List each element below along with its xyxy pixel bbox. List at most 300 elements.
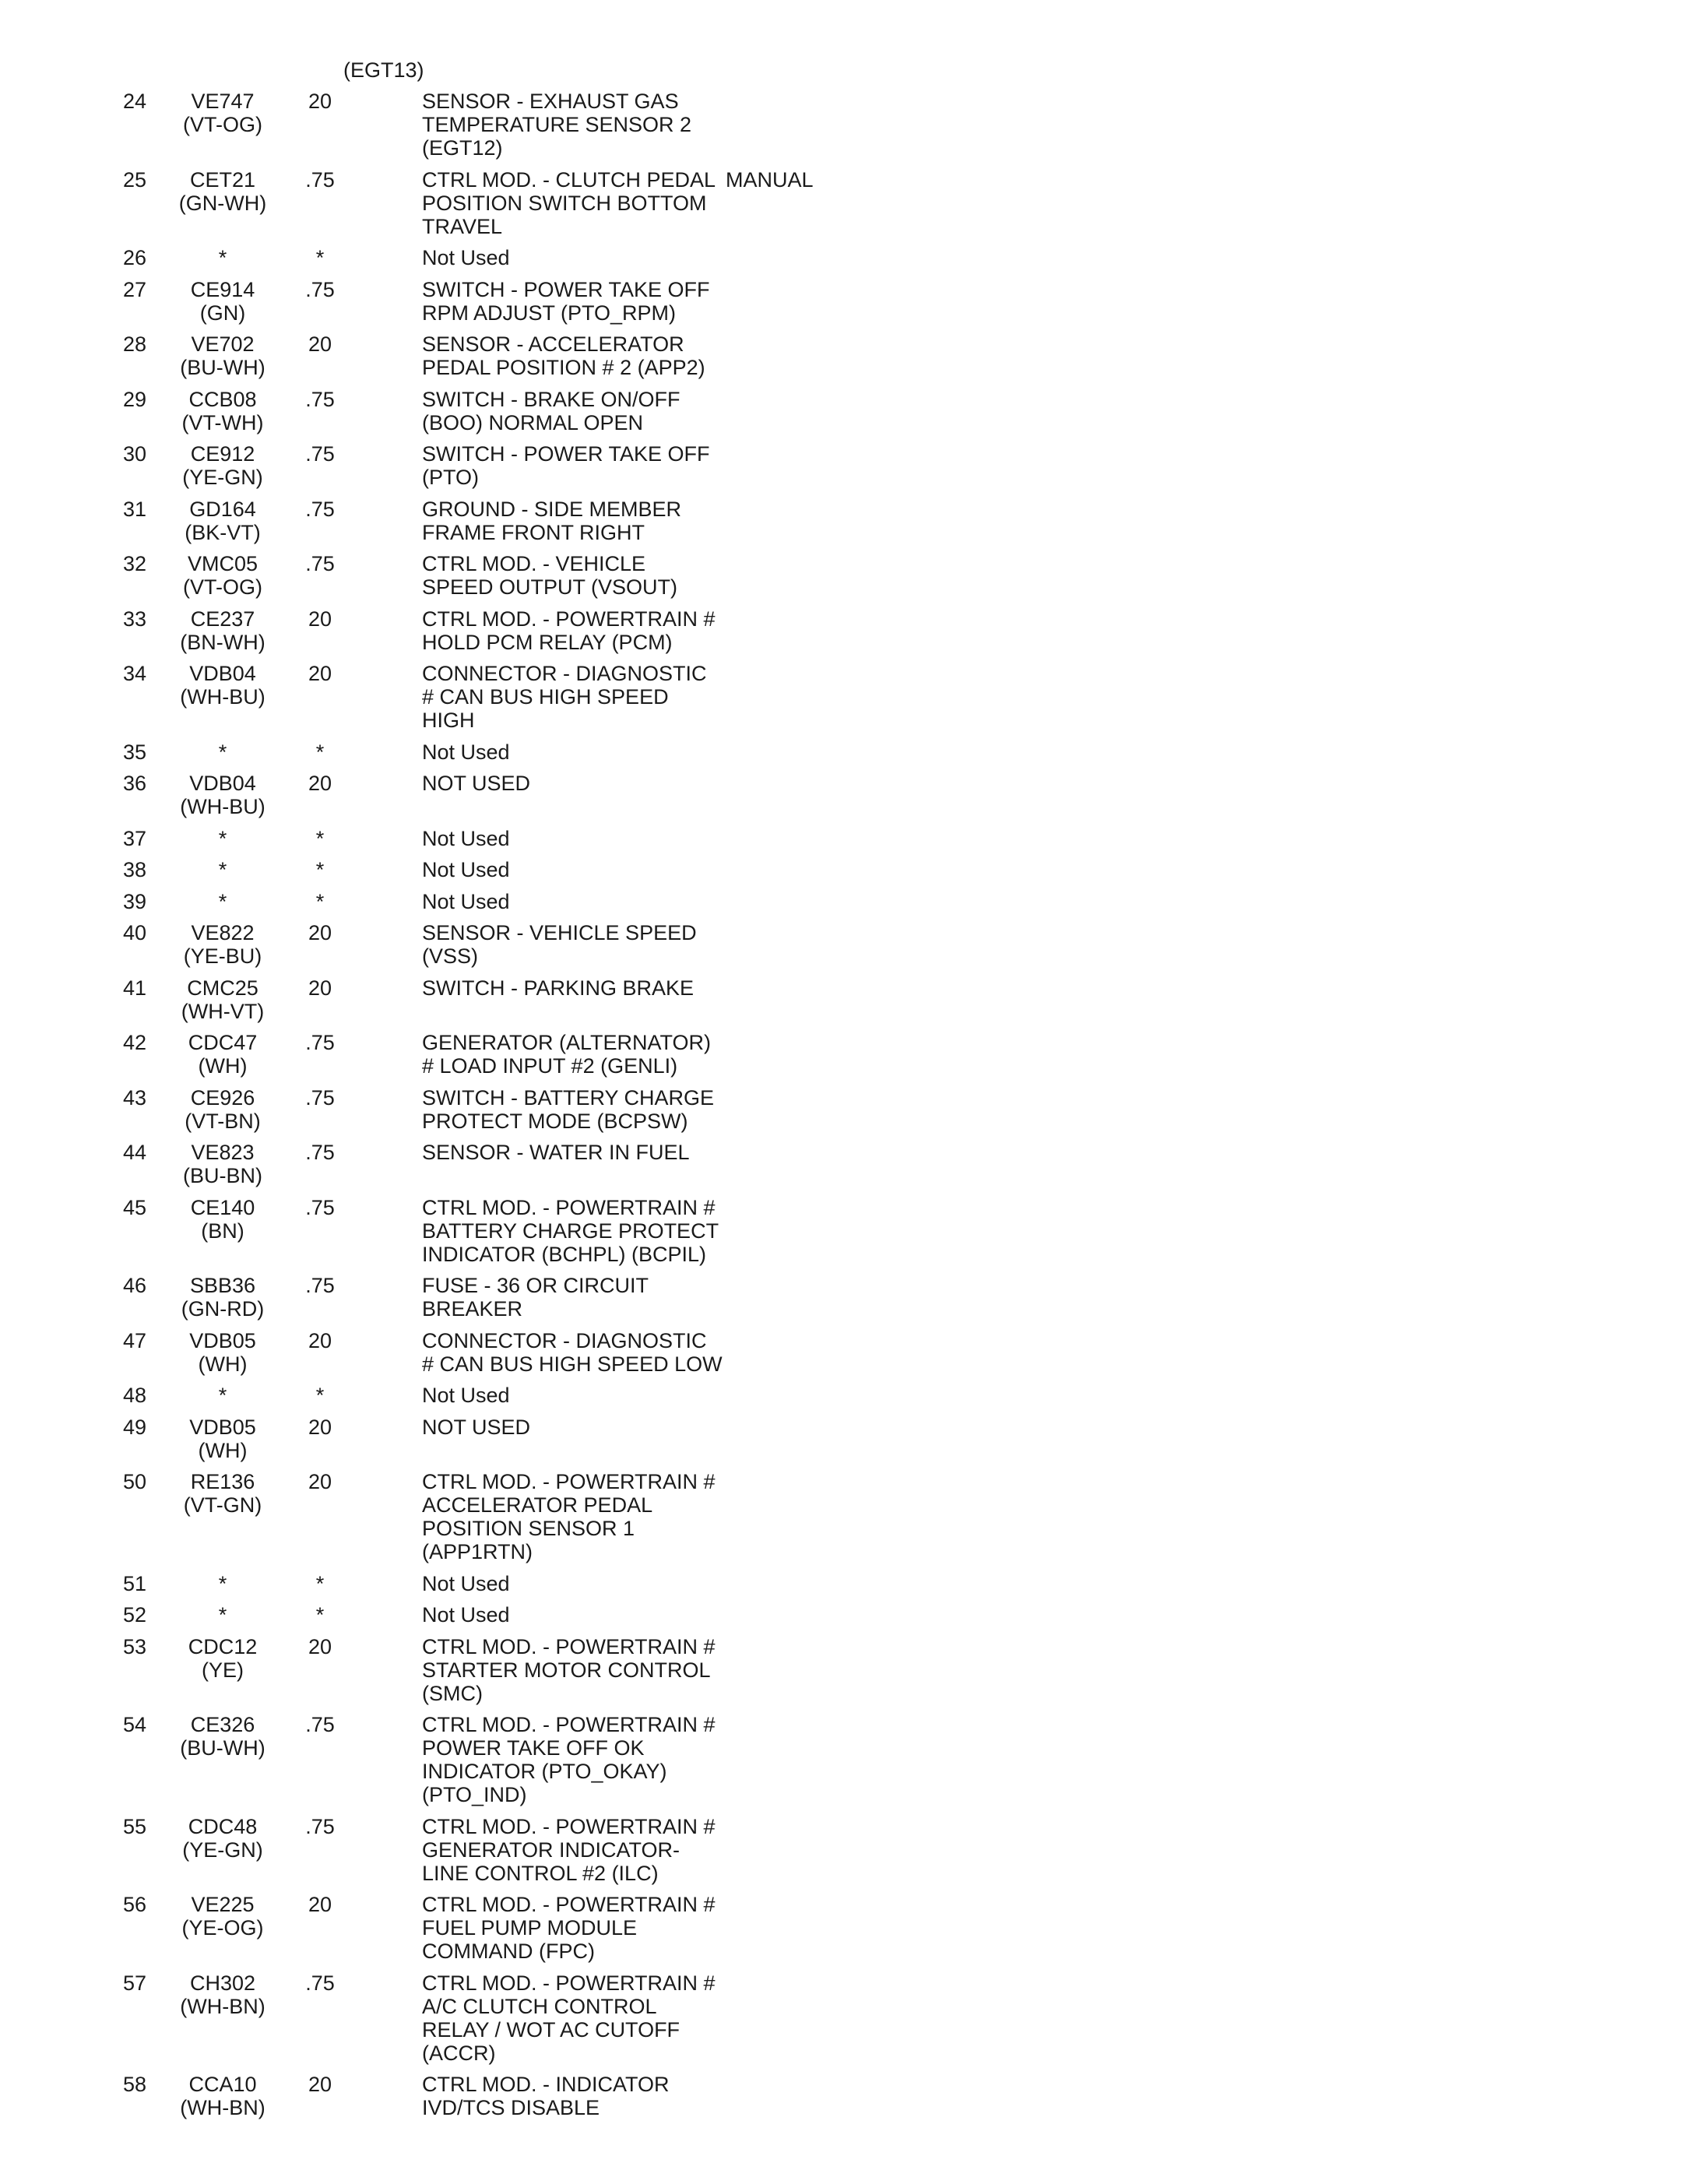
wire-color: (WH-BN) <box>180 1994 266 2018</box>
option-note <box>726 1603 814 1635</box>
pin-number: 26 <box>122 246 146 269</box>
option-note <box>726 1384 814 1416</box>
circuit-code: * <box>218 1571 227 1595</box>
circuit-function <box>344 890 726 922</box>
table-row <box>78 1384 814 1416</box>
circuit-cell <box>149 921 296 976</box>
circuit-function <box>344 740 726 772</box>
circuit-function <box>344 1893 726 1971</box>
pinout-rows <box>78 90 814 2128</box>
wire-gauge: .75 <box>305 1031 335 1054</box>
function-line: CONNECTOR - DIAGNOSTIC <box>422 662 707 685</box>
pin-number: 52 <box>122 1603 146 1627</box>
function-line: (BOO) NORMAL OPEN <box>422 410 644 434</box>
function-line: IVD/TCS DISABLE <box>422 2096 600 2119</box>
function-line: SWITCH - POWER TAKE OFF <box>422 442 710 466</box>
table-row <box>78 662 814 740</box>
pin-number: 47 <box>122 1328 146 1352</box>
wire-gauge: .75 <box>305 1085 335 1110</box>
pin-number: 50 <box>122 1470 146 1493</box>
circuit-cell <box>149 90 296 168</box>
option-note <box>726 1274 814 1329</box>
function-line: NOT USED <box>422 1415 531 1439</box>
wire-color: (VT-OG) <box>183 113 262 136</box>
circuit-cell <box>149 1635 296 1714</box>
function-line: POWER TAKE OFF OK <box>422 1736 645 1760</box>
pin-number: 35 <box>122 740 146 764</box>
pin-number: 53 <box>122 1634 146 1658</box>
option-note <box>726 1971 814 2073</box>
circuit-cell <box>149 1329 296 1384</box>
table-row <box>78 1329 814 1384</box>
function-line: RPM ADJUST (PTO_RPM) <box>422 301 677 325</box>
function-line: PROTECT MODE (BCPSW) <box>422 1109 688 1133</box>
circuit-code: VDB04 <box>189 662 256 685</box>
table-row <box>78 1971 814 2073</box>
circuit-code: * <box>218 858 227 881</box>
option-note <box>726 2073 814 2128</box>
pin-number: 36 <box>122 772 146 795</box>
function-line: FUSE - 36 OR CIRCUIT <box>422 1274 649 1297</box>
option-note <box>726 552 814 607</box>
wire-gauge: 20 <box>308 607 332 631</box>
option-note <box>726 1196 814 1275</box>
function-line: TRAVEL <box>422 214 503 238</box>
wire-color: (YE-GN) <box>182 466 263 489</box>
wire-gauge: .75 <box>305 1274 335 1297</box>
function-line: CTRL MOD. - VEHICLE <box>422 552 646 575</box>
circuit-cell <box>149 1274 296 1329</box>
circuit-cell <box>149 1196 296 1275</box>
wire-gauge: 20 <box>308 976 332 1000</box>
function-line: CTRL MOD. - POWERTRAIN # <box>422 1634 716 1658</box>
table-row <box>78 1470 814 1572</box>
function-line: CTRL MOD. - POWERTRAIN # <box>422 607 716 631</box>
pin-number: 33 <box>122 607 146 631</box>
option-note <box>726 1470 814 1572</box>
option-note <box>726 858 814 890</box>
table-row <box>78 1713 814 1815</box>
option-note: MANUAL <box>726 167 814 192</box>
wire-color: (BN-WH) <box>180 630 266 654</box>
circuit-cell <box>149 890 296 922</box>
function-line: Not Used <box>422 1603 510 1627</box>
function-line: TEMPERATURE SENSOR 2 <box>422 113 692 136</box>
table-row <box>78 1031 814 1086</box>
function-line: (EGT12) <box>422 136 503 160</box>
function-line: # LOAD INPUT #2 (GENLI) <box>422 1054 678 1078</box>
circuit-function <box>344 1572 726 1604</box>
wire-color: (WH) <box>198 1054 248 1078</box>
option-note <box>726 1713 814 1815</box>
function-line: # CAN BUS HIGH SPEED LOW <box>422 1352 723 1376</box>
circuit-cell <box>149 1815 296 1894</box>
circuit-function <box>344 1713 726 1815</box>
function-line: POSITION SENSOR 1 <box>422 1517 635 1540</box>
table-row <box>78 858 814 890</box>
circuit-cell <box>149 858 296 890</box>
function-line: RELAY / WOT AC CUTOFF <box>422 2017 680 2042</box>
pin-number: 51 <box>122 1571 146 1595</box>
wire-gauge: 20 <box>308 921 332 944</box>
table-row <box>78 1141 814 1196</box>
pin-number: 54 <box>122 1713 146 1736</box>
option-note <box>726 278 814 333</box>
circuit-code: GD164 <box>189 497 256 521</box>
circuit-code: * <box>218 246 227 269</box>
table-row <box>78 1603 814 1635</box>
circuit-function <box>344 1384 726 1416</box>
wire-gauge: 20 <box>308 662 332 685</box>
option-note <box>726 442 814 498</box>
wire-color: (BK-VT) <box>185 520 261 544</box>
function-line: LINE CONTROL #2 (ILC) <box>422 1861 659 1885</box>
wire-gauge: 20 <box>308 332 332 356</box>
option-note <box>726 498 814 553</box>
table-row <box>78 827 814 859</box>
circuit-code: CMC25 <box>187 976 258 1000</box>
wire-color: (WH) <box>198 1438 248 1462</box>
table-row <box>78 1815 814 1894</box>
wire-gauge: .75 <box>305 1713 335 1736</box>
function-line: GENERATOR (ALTERNATOR) <box>422 1031 712 1054</box>
table-row <box>78 388 814 443</box>
wire-gauge: * <box>315 826 325 850</box>
circuit-cell <box>149 246 296 278</box>
wire-gauge: .75 <box>305 277 335 301</box>
continuation-text: (EGT13) <box>343 58 424 82</box>
circuit-function <box>344 332 726 388</box>
circuit-function <box>344 858 726 890</box>
function-line: (PTO_IND) <box>422 1783 527 1806</box>
pin-number: 29 <box>122 387 146 411</box>
wire-gauge: * <box>315 858 325 881</box>
wire-color: (GN-WH) <box>178 191 267 215</box>
circuit-cell <box>149 1572 296 1604</box>
wire-gauge: 20 <box>308 90 332 113</box>
table-row <box>78 1274 814 1329</box>
wire-gauge: 20 <box>308 1328 332 1352</box>
function-line: INDICATOR (BCHPL) (BCPIL) <box>422 1242 707 1266</box>
circuit-function <box>344 90 726 168</box>
pin-number: 40 <box>122 921 146 944</box>
option-note <box>726 1416 814 1471</box>
wire-gauge: .75 <box>305 497 335 521</box>
function-line: (VSS) <box>422 944 479 968</box>
wire-color: (YE) <box>202 1658 244 1682</box>
function-line: Not Used <box>422 246 510 269</box>
circuit-code: * <box>218 740 227 764</box>
wire-color: (WH-BN) <box>180 2096 266 2119</box>
option-note <box>726 827 814 859</box>
circuit-code: CH302 <box>189 1971 256 1995</box>
wire-color: (BN) <box>201 1219 244 1243</box>
pin-number: 28 <box>122 332 146 356</box>
connector-pinout-table <box>78 90 814 2128</box>
circuit-code: CE326 <box>190 1713 255 1736</box>
function-line: Not Used <box>422 1384 510 1407</box>
table-row <box>78 921 814 976</box>
function-line: NOT USED <box>422 772 531 795</box>
wire-gauge: .75 <box>305 167 335 192</box>
table-row <box>78 246 814 278</box>
circuit-code: VDB04 <box>189 772 256 795</box>
pin-number: 45 <box>122 1195 146 1219</box>
table-row <box>78 1416 814 1471</box>
circuit-function <box>344 662 726 740</box>
circuit-function <box>344 1603 726 1635</box>
wire-color: (WH-VT) <box>181 999 265 1023</box>
circuit-function <box>344 1815 726 1894</box>
option-note <box>726 388 814 443</box>
circuit-cell <box>149 662 296 740</box>
pin-number: 46 <box>122 1274 146 1297</box>
function-line: ACCELERATOR PEDAL <box>422 1493 653 1517</box>
pin-number: 42 <box>122 1031 146 1054</box>
function-line: A/C CLUTCH CONTROL <box>422 1994 657 2018</box>
wire-color: (GN) <box>199 301 246 325</box>
wire-color: (BU-WH) <box>180 1736 266 1760</box>
option-note <box>726 740 814 772</box>
function-line: # CAN BUS HIGH SPEED <box>422 685 669 709</box>
option-note <box>726 662 814 740</box>
circuit-function <box>344 498 726 553</box>
table-row <box>78 772 814 827</box>
option-note <box>726 1141 814 1196</box>
table-row <box>78 976 814 1032</box>
wire-color: (VT-GN) <box>183 1493 262 1517</box>
wire-color: (BU-WH) <box>180 356 266 379</box>
wire-gauge: .75 <box>305 387 335 411</box>
circuit-function <box>344 442 726 498</box>
circuit-code: VE823 <box>191 1141 255 1164</box>
circuit-function <box>344 1635 726 1714</box>
function-line: SENSOR - VEHICLE SPEED <box>422 921 697 944</box>
option-note <box>726 976 814 1032</box>
circuit-function <box>344 388 726 443</box>
function-line: BATTERY CHARGE PROTECT <box>422 1219 719 1243</box>
function-line: (PTO) <box>422 466 479 489</box>
function-line: STARTER MOTOR CONTROL <box>422 1658 711 1682</box>
function-line: CTRL MOD. - POWERTRAIN # <box>422 1971 716 1995</box>
function-line: POSITION SWITCH BOTTOM <box>422 191 707 215</box>
pin-number: 34 <box>122 662 146 685</box>
circuit-code: * <box>218 1603 227 1627</box>
circuit-cell <box>149 1384 296 1416</box>
function-line: (ACCR) <box>422 2041 496 2065</box>
wire-gauge: * <box>315 740 325 764</box>
pin-number: 27 <box>122 277 146 301</box>
function-line: PEDAL POSITION # 2 (APP2) <box>422 356 705 379</box>
wire-color: (WH-BU) <box>180 685 266 709</box>
circuit-function <box>344 921 726 976</box>
option-note <box>726 1815 814 1894</box>
function-line: CTRL MOD. - INDICATOR <box>422 2073 670 2096</box>
wire-gauge: * <box>315 889 325 913</box>
circuit-code: CE237 <box>190 607 255 631</box>
option-note <box>726 1031 814 1086</box>
option-note <box>726 772 814 827</box>
circuit-cell <box>149 1470 296 1572</box>
wire-color: (YE-BU) <box>183 944 262 968</box>
circuit-code: CE140 <box>190 1195 255 1219</box>
function-line: CTRL MOD. - POWERTRAIN # <box>422 1713 716 1736</box>
wire-gauge: .75 <box>305 1971 335 1995</box>
option-note <box>726 1893 814 1971</box>
circuit-cell <box>149 1713 296 1815</box>
table-row <box>78 1086 814 1141</box>
pin-number: 24 <box>122 90 146 113</box>
circuit-code: VE702 <box>191 332 255 356</box>
pin-number: 32 <box>122 552 146 575</box>
pin-number: 39 <box>122 889 146 913</box>
circuit-code: CE914 <box>190 277 255 301</box>
function-line: CTRL MOD. - CLUTCH PEDAL <box>422 167 716 192</box>
function-line: Not Used <box>422 858 510 881</box>
function-line: CTRL MOD. - POWERTRAIN # <box>422 1470 716 1493</box>
wire-gauge: .75 <box>305 1814 335 1838</box>
circuit-function <box>344 1196 726 1275</box>
circuit-code: CE912 <box>190 442 255 466</box>
wire-gauge: 20 <box>308 1893 332 1916</box>
circuit-function <box>344 607 726 663</box>
option-note <box>726 607 814 663</box>
circuit-function <box>344 1470 726 1572</box>
option-note <box>726 90 814 168</box>
circuit-cell <box>149 498 296 553</box>
wire-color: (WH-BU) <box>180 795 266 818</box>
pin-number: 31 <box>122 497 146 521</box>
circuit-code: CET21 <box>189 167 256 192</box>
circuit-function <box>344 1329 726 1384</box>
wire-gauge: 20 <box>308 1470 332 1493</box>
wire-gauge: * <box>315 1384 325 1407</box>
circuit-function <box>344 976 726 1032</box>
wire-gauge: .75 <box>305 1141 335 1164</box>
circuit-code: SBB36 <box>189 1274 256 1297</box>
function-line: SENSOR - WATER IN FUEL <box>422 1141 690 1164</box>
circuit-code: * <box>218 826 227 850</box>
table-row <box>78 607 814 663</box>
function-line: SENSOR - ACCELERATOR <box>422 332 684 356</box>
circuit-code: CCB08 <box>188 387 257 411</box>
function-line: CTRL MOD. - POWERTRAIN # <box>422 1195 716 1219</box>
circuit-code: CDC48 <box>188 1814 258 1838</box>
circuit-cell <box>149 1086 296 1141</box>
table-row <box>78 332 814 388</box>
circuit-function <box>344 1086 726 1141</box>
wire-gauge: .75 <box>305 442 335 466</box>
pin-number: 43 <box>122 1085 146 1110</box>
option-note <box>726 1572 814 1604</box>
pin-number: 58 <box>122 2073 146 2096</box>
pin-number: 57 <box>122 1971 146 1995</box>
function-line: INDICATOR (PTO_OKAY) <box>422 1760 667 1783</box>
circuit-function <box>344 1031 726 1086</box>
circuit-function <box>344 246 726 278</box>
circuit-code: VDB05 <box>189 1415 256 1439</box>
circuit-cell <box>149 1971 296 2073</box>
wire-color: (YE-OG) <box>181 1916 264 1940</box>
function-line: GENERATOR INDICATOR- <box>422 1838 680 1862</box>
circuit-code: VE822 <box>191 921 255 944</box>
table-row <box>78 498 814 553</box>
circuit-cell <box>149 607 296 663</box>
circuit-function <box>344 1971 726 2073</box>
pin-number: 56 <box>122 1893 146 1916</box>
table-row <box>78 2073 814 2128</box>
table-row <box>78 442 814 498</box>
function-line: BREAKER <box>422 1297 523 1321</box>
function-line: Not Used <box>422 740 510 764</box>
circuit-function <box>344 278 726 333</box>
circuit-code: CDC12 <box>188 1634 258 1658</box>
wire-gauge: * <box>315 246 325 269</box>
circuit-code: VDB05 <box>189 1328 256 1352</box>
wire-color: (BU-BN) <box>183 1164 262 1187</box>
wire-color: (VT-BN) <box>185 1109 261 1133</box>
table-row <box>78 1196 814 1275</box>
function-line: SWITCH - BATTERY CHARGE <box>422 1085 715 1110</box>
wire-gauge: .75 <box>305 1195 335 1219</box>
function-line: Not Used <box>422 826 510 850</box>
pin-number: 37 <box>122 826 146 850</box>
table-row <box>78 168 814 247</box>
pin-number: 49 <box>122 1415 146 1439</box>
circuit-cell <box>149 168 296 247</box>
table-row <box>78 552 814 607</box>
table-row <box>78 1635 814 1714</box>
function-line: SWITCH - POWER TAKE OFF <box>422 277 710 301</box>
circuit-function <box>344 552 726 607</box>
circuit-function <box>344 168 726 247</box>
circuit-cell <box>149 552 296 607</box>
option-note <box>726 1086 814 1141</box>
function-line: COMMAND (FPC) <box>422 1940 595 1963</box>
pin-number: 44 <box>122 1141 146 1164</box>
circuit-cell <box>149 976 296 1032</box>
option-note <box>726 1635 814 1714</box>
circuit-function <box>344 1416 726 1471</box>
circuit-function <box>344 1141 726 1196</box>
circuit-code: CE926 <box>190 1085 255 1110</box>
table-row <box>78 740 814 772</box>
circuit-code: CDC47 <box>188 1031 258 1054</box>
circuit-function <box>344 1274 726 1329</box>
function-line: Not Used <box>422 889 510 913</box>
wire-color: (VT-WH) <box>181 410 264 434</box>
circuit-function <box>344 2073 726 2128</box>
wire-color: (WH) <box>198 1352 248 1376</box>
circuit-cell <box>149 1893 296 1971</box>
table-row <box>78 1572 814 1604</box>
wire-color: (VT-OG) <box>183 575 262 599</box>
wire-gauge: 20 <box>308 772 332 795</box>
table-row <box>78 890 814 922</box>
table-row <box>78 90 814 168</box>
circuit-code: VE747 <box>191 90 255 113</box>
function-line: FUEL PUMP MODULE <box>422 1916 638 1940</box>
circuit-cell <box>149 1141 296 1196</box>
function-line: SWITCH - PARKING BRAKE <box>422 976 695 1000</box>
function-line: (SMC) <box>422 1681 483 1705</box>
circuit-code: RE136 <box>190 1470 255 1493</box>
pin-number: 30 <box>122 442 146 466</box>
wire-color: (GN-RD) <box>181 1297 265 1321</box>
option-note <box>726 332 814 388</box>
circuit-cell <box>149 1416 296 1471</box>
circuit-function <box>344 772 726 827</box>
